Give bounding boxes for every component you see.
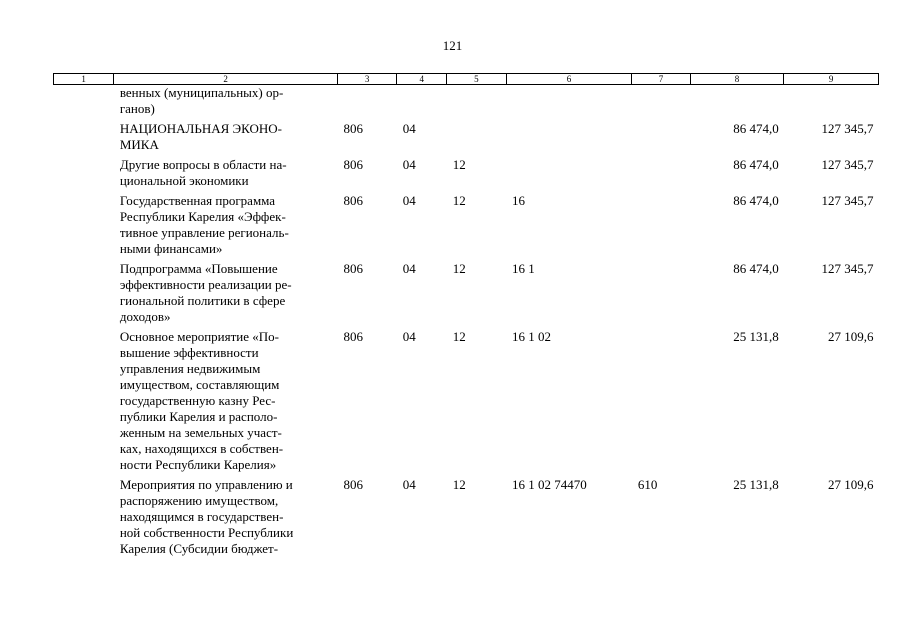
cell-target-article: 16 1 02 xyxy=(512,329,552,344)
cell-amount-1: 25 131,8 xyxy=(733,477,779,492)
cell-subsection: 12 xyxy=(452,261,466,276)
cell-amount-2: 27 109,6 xyxy=(828,329,874,344)
cell-ministry: 806 xyxy=(343,329,363,344)
table-row xyxy=(54,85,879,122)
column-header: 7 xyxy=(632,74,690,85)
cell-name: венных (муниципальных) ор- ганов) xyxy=(119,85,284,116)
cell-section: 04 xyxy=(402,193,416,208)
cell-name: Мероприятия по управлению и распоряжению имуществом, находящимся в государствен- ной собственности Республики Карелия (Субсидии бюджет- xyxy=(119,477,294,556)
column-header: 6 xyxy=(506,74,632,85)
cell-subsection xyxy=(447,85,506,122)
cell-target-article xyxy=(506,121,632,157)
cell-section: 04 xyxy=(402,261,416,276)
cell-section: 04 xyxy=(402,329,416,344)
column-header: 1 xyxy=(54,74,114,85)
cell-amount-1: 86 474,0 xyxy=(733,157,779,172)
cell-ministry: 806 xyxy=(343,193,363,208)
column-header: 5 xyxy=(447,74,506,85)
cell-target-article: 16 1 xyxy=(512,261,535,276)
cell-expense-type xyxy=(632,193,690,261)
table-row xyxy=(54,121,879,157)
cell-expense-type xyxy=(632,85,690,122)
table-row xyxy=(54,329,879,477)
cell-amount-1: 86 474,0 xyxy=(733,193,779,208)
column-header: 2 xyxy=(114,74,338,85)
cell-name: Государственная программа Республики Карелия «Эффек- тивное управление региональ- ными финансами» xyxy=(119,193,289,256)
cell-amount-2: 127 345,7 xyxy=(821,121,874,136)
column-header: 4 xyxy=(397,74,447,85)
cell-name: Другие вопросы в области на- циональной экономики xyxy=(119,157,287,188)
table-row xyxy=(54,193,879,261)
cell-amount-1: 25 131,8 xyxy=(733,329,779,344)
cell-code xyxy=(54,261,114,329)
cell-section: 04 xyxy=(402,157,416,172)
column-number-row xyxy=(54,74,879,85)
cell-subsection: 12 xyxy=(452,477,466,492)
cell-amount-1: 86 474,0 xyxy=(733,261,779,276)
cell-ministry: 806 xyxy=(343,261,363,276)
column-header: 3 xyxy=(338,74,397,85)
cell-target-article xyxy=(506,85,632,122)
table-body xyxy=(54,85,879,562)
cell-expense-type: 610 xyxy=(637,477,658,492)
budget-table xyxy=(53,73,879,561)
cell-expense-type xyxy=(632,329,690,477)
cell-section xyxy=(397,85,447,122)
cell-code xyxy=(54,329,114,477)
cell-code xyxy=(54,121,114,157)
cell-name: НАЦИОНАЛЬНАЯ ЭКОНО- МИКА xyxy=(119,121,282,152)
table-header xyxy=(54,74,879,85)
cell-name: Подпрограмма «Повышение эффективности реализации ре- гиональной политики в сфере доходов» xyxy=(119,261,292,324)
cell-subsection xyxy=(447,121,506,157)
cell-target-article: 16 xyxy=(512,193,526,208)
table-row xyxy=(54,157,879,193)
cell-amount-2: 127 345,7 xyxy=(821,261,874,276)
cell-amount-2: 127 345,7 xyxy=(821,193,874,208)
cell-ministry: 806 xyxy=(343,121,363,136)
cell-code xyxy=(54,157,114,193)
cell-ministry xyxy=(338,85,397,122)
cell-expense-type xyxy=(632,157,690,193)
cell-section: 04 xyxy=(402,121,416,136)
cell-target-article: 16 1 02 74470 xyxy=(512,477,587,492)
cell-amount-1 xyxy=(690,85,784,122)
cell-amount-2: 127 345,7 xyxy=(821,157,874,172)
cell-subsection: 12 xyxy=(452,157,466,172)
cell-target-article xyxy=(506,157,632,193)
cell-subsection: 12 xyxy=(452,193,466,208)
cell-section: 04 xyxy=(402,477,416,492)
cell-subsection: 12 xyxy=(452,329,466,344)
page-number: 121 xyxy=(442,38,463,53)
cell-amount-1: 86 474,0 xyxy=(733,121,779,136)
cell-amount-2 xyxy=(784,85,879,122)
cell-ministry: 806 xyxy=(343,157,363,172)
cell-expense-type xyxy=(632,121,690,157)
table-row xyxy=(54,477,879,561)
table-row xyxy=(54,261,879,329)
cell-ministry: 806 xyxy=(343,477,363,492)
cell-code xyxy=(54,193,114,261)
cell-code xyxy=(54,85,114,122)
cell-amount-2: 27 109,6 xyxy=(828,477,874,492)
cell-expense-type xyxy=(632,261,690,329)
column-header: 9 xyxy=(784,74,879,85)
cell-code xyxy=(54,477,114,561)
cell-name: Основное мероприятие «По- вышение эффективности управления недвижимым имуществом, составляющим государственную казну Рес- публики Карелия и располо- женным на земельных участ- ках, находящихся в собствен- ности Республики Карелия» xyxy=(119,329,284,472)
column-header: 8 xyxy=(690,74,784,85)
